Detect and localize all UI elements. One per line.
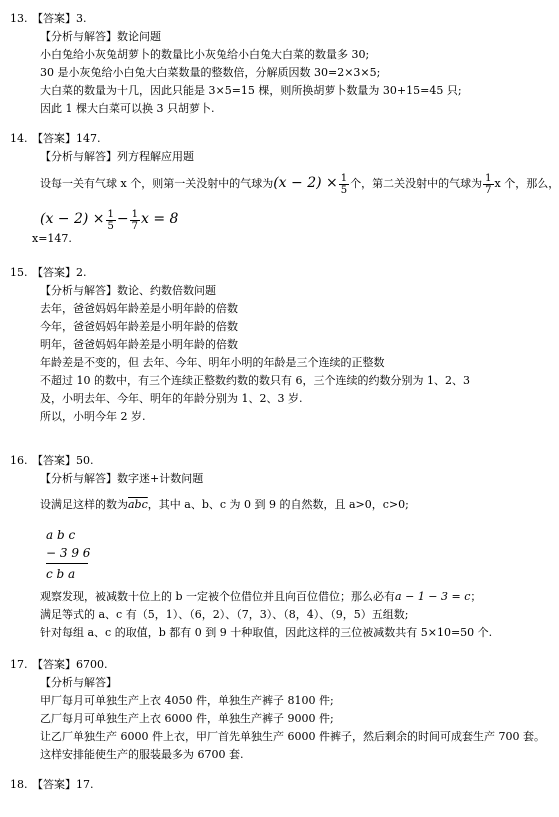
solution-text: ，其中 a、b、c 为 0 到 9 的自然数，且 a>0，c>0;: [147, 498, 409, 511]
solution-text: ；: [470, 590, 482, 603]
fraction: $\frac{1}{7}$: [485, 172, 492, 196]
fraction: $\frac{1}{5}$: [340, 172, 348, 196]
solution-line: 针对每组 a、c 的取值，b 都有 0 到 9 十种取值，因此这样的三位被减数共有 5×10=50 个.: [40, 626, 493, 639]
vertical-subtraction: [46, 526, 90, 583]
solution-text: 设满足这样的数为: [40, 498, 128, 511]
equation-part: x = 8: [141, 211, 179, 227]
answer: 【答案】2.: [32, 266, 87, 279]
solution-line: 今年，爸爸妈妈年龄差是小明年龄的倍数: [40, 320, 238, 333]
solution-line: 所以，小明今年 2 岁.: [40, 410, 146, 423]
question-14: [10, 130, 559, 245]
analysis-line: 【分析与解答】列方程解应用题: [40, 150, 194, 163]
question-18: [10, 776, 530, 794]
question-16: [10, 452, 530, 639]
math-expression: (x − 2) ×: [273, 175, 338, 191]
solution-line: 这样安排能使生产的服装最多为 6700 套.: [40, 748, 244, 761]
answer: 【答案】3.: [32, 12, 87, 25]
analysis-line: 【分析与解答】数字迷+计数问题: [40, 472, 204, 485]
question-13: [10, 10, 530, 115]
question-number: 16.: [10, 454, 28, 467]
number-abc: $\overline{abc}$: [128, 498, 148, 511]
solution-line: 满足等式的 a、c 有（5，1）、（6，2）、（7，3）、（8，4）、（9，5）五组数;: [40, 608, 409, 621]
solution-text: 观察发现，被减数十位上的 b 一定被个位借位并且向百位借位；那么必有: [40, 590, 396, 603]
solution-line: 明年，爸爸妈妈年龄差是小明年龄的倍数: [40, 338, 238, 351]
fraction: $\frac{1}{5}$: [107, 208, 114, 232]
answer: 【答案】17.: [32, 778, 94, 791]
solution-text: 个，第二关没射中的气球为: [350, 177, 483, 190]
solution-line: 让乙厂单独生产 6000 件上衣，甲厂首先单独生产 6000 件裤子，然后剩余的时间可成套生产 700 套。: [40, 730, 545, 743]
equation-part: −: [116, 211, 129, 227]
question-15: [10, 264, 530, 423]
solution-line: 小白兔给小灰兔胡萝卜的数量比小灰兔给小白兔大白菜的数量多 30;: [40, 48, 370, 61]
solution-line: 30 是小灰兔给小白兔大白菜数量的整数倍，分解质因数 30=2×3×5;: [40, 66, 381, 79]
question-17: [10, 656, 545, 761]
question-number: 13.: [10, 12, 28, 25]
solution-line: 去年，爸爸妈妈年龄差是小明年龄的倍数: [40, 302, 238, 315]
answer: 【答案】147.: [32, 132, 101, 145]
equation: a − 1 − 3 = c: [395, 590, 471, 603]
result: x=147.: [32, 232, 72, 245]
solution-line: 年龄差是不变的，但 去年、今年、明年小明的年龄是三个连续的正整数: [40, 356, 385, 369]
analysis-line: 【分析与解答】数论、约数倍数问题: [40, 284, 216, 297]
solution-text: x 个，那么，: [494, 177, 559, 190]
question-number: 18.: [10, 778, 28, 791]
solution-line: 乙厂每月可单独生产上衣 6000 件，单独生产裤子 9000 件;: [40, 712, 334, 725]
analysis-line: 【分析与解答】: [40, 676, 117, 689]
subtraction-rule: [46, 563, 88, 564]
question-number: 14.: [10, 132, 28, 145]
analysis-line: 【分析与解答】数论问题: [40, 30, 161, 43]
solution-line: 甲厂每月可单独生产上衣 4050 件，单独生产裤子 8100 件;: [40, 694, 334, 707]
answer: 【答案】6700.: [32, 658, 108, 671]
difference: c b a: [46, 567, 76, 581]
equation-part: (x − 2) ×: [40, 211, 105, 227]
solution-line: 及，小明去年、今年、明年的年龄分别为 1、2、3 岁.: [40, 392, 303, 405]
solution-text: 设每一关有气球 x 个，则第一关没射中的气球为: [40, 177, 274, 190]
question-number: 15.: [10, 266, 28, 279]
solution-line: 因此 1 棵大白菜可以换 3 只胡萝卜.: [40, 102, 215, 115]
fraction: $\frac{1}{7}$: [131, 208, 139, 232]
subtrahend: − 3 9 6: [46, 546, 91, 560]
answer: 【答案】50.: [32, 454, 94, 467]
question-number: 17.: [10, 658, 28, 671]
minuend: a b c: [46, 528, 76, 542]
solution-line: 不超过 10 的数中，有三个连续正整数约数的数只有 6，三个连续的约数分别为 1、2、3: [40, 374, 470, 387]
solution-line: 大白菜的数量为十几，因此只能是 3×5=15 棵，则所换胡萝卜数量为 30+15=45 只;: [40, 84, 462, 97]
